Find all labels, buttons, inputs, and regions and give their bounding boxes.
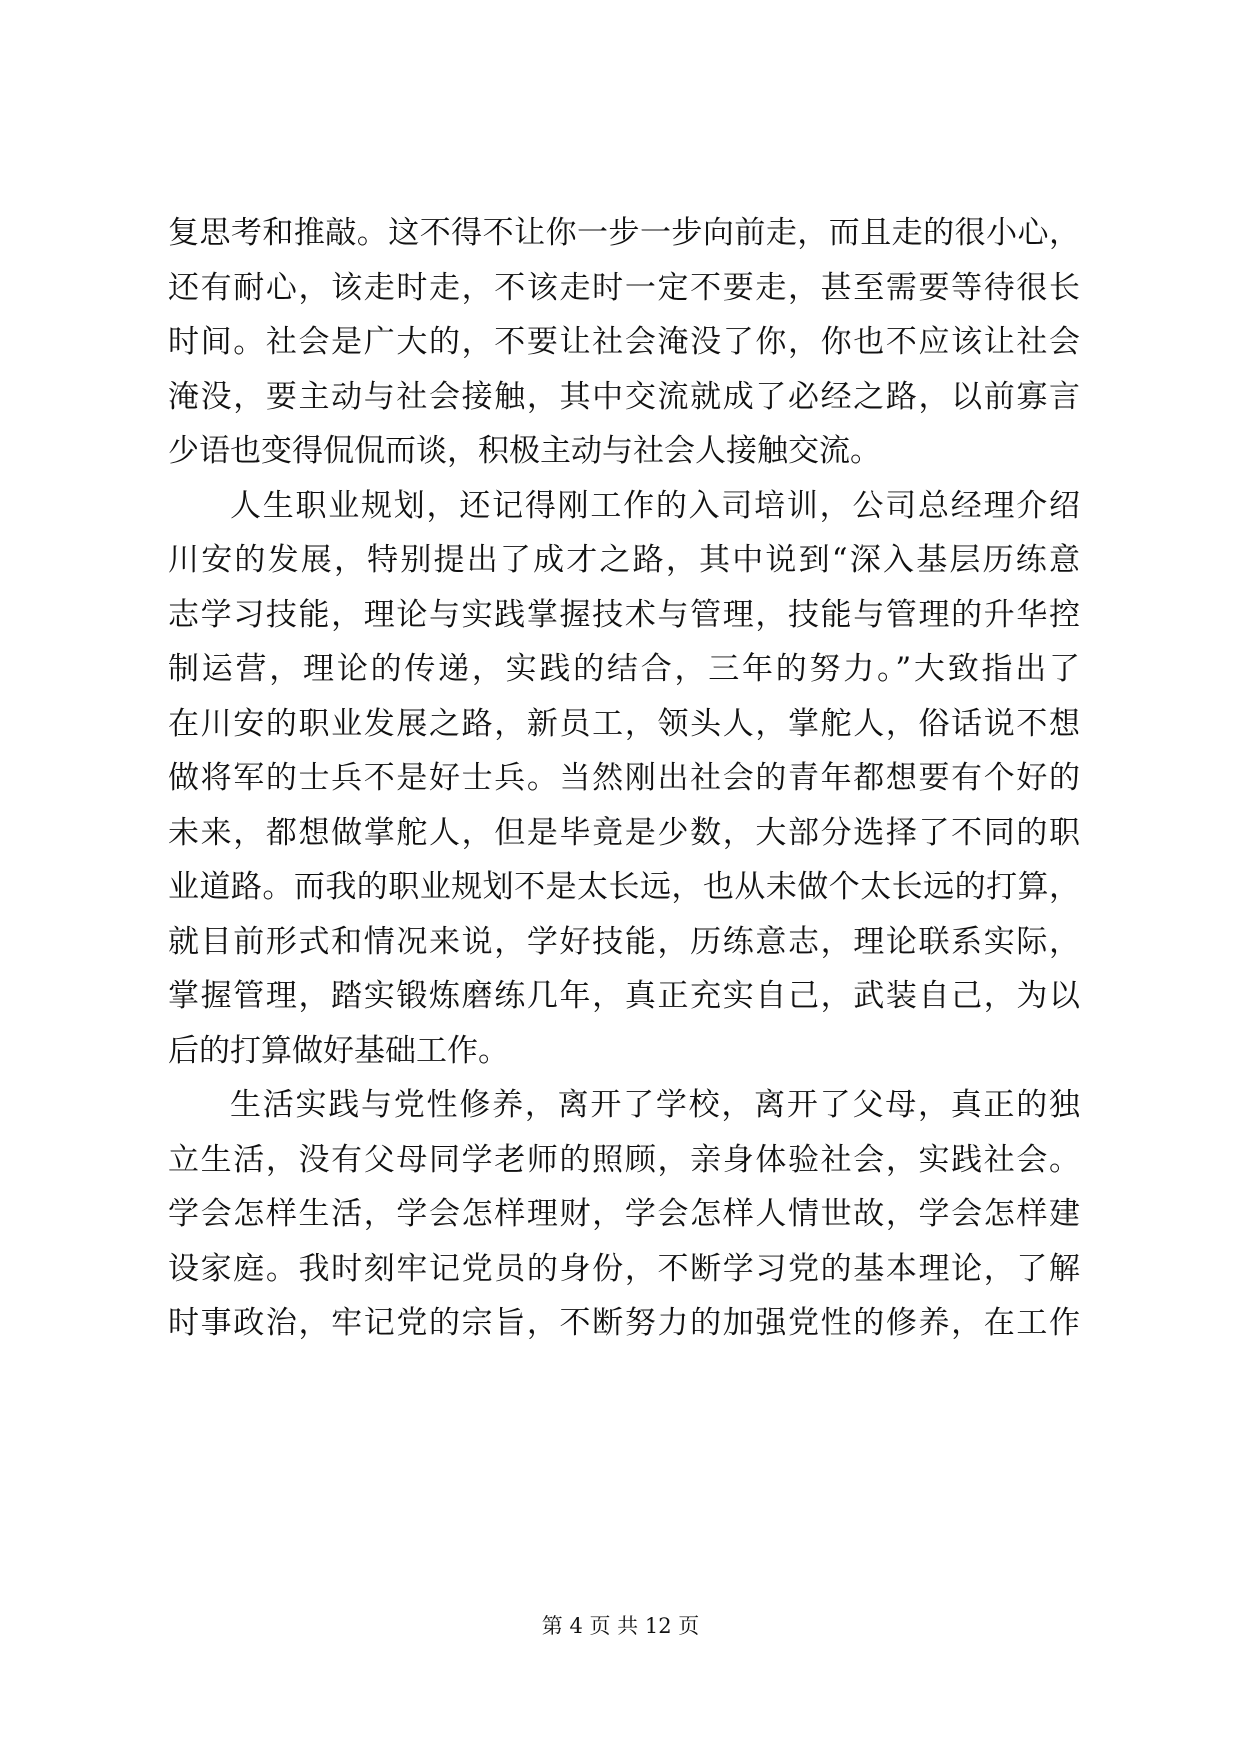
text-line: 少语也变得侃侃而谈，积极主动与社会人接触交流。 xyxy=(168,433,881,469)
text-line: 制运营，理论的传递，实践的结合，三年的努力。”大致指出了 xyxy=(168,651,1080,687)
text-line: 后的打算做好基础工作。 xyxy=(168,1032,509,1069)
text-line: 就目前形式和情况来说，学好技能，历练意志，理论联系实际， xyxy=(168,923,1080,960)
page-number-footer: 第 4 页 共 12 页 xyxy=(541,1614,700,1638)
text-line: 川安的发展，特别提出了成才之路，其中说到“深入基层历练意 xyxy=(168,542,1080,578)
text-line: 淹没，要主动与社会接触，其中交流就成了必经之路，以前寡言 xyxy=(168,378,1080,415)
paragraph-start-line: 生活实践与党性修养，离开了学校，离开了父母，真正的独 xyxy=(230,1087,1080,1123)
text-line: 立生活，没有父母同学老师的照顾，亲身体验社会，实践社会。 xyxy=(168,1141,1080,1178)
text-line: 在川安的职业发展之路，新员工，领头人，掌舵人，俗话说不想 xyxy=(168,705,1080,742)
text-line: 时事政治，牢记党的宗旨，不断努力的加强党性的修养，在工作 xyxy=(168,1305,1080,1341)
text-line: 做将军的士兵不是好士兵。当然刚出社会的青年都想要有个好的 xyxy=(168,760,1080,796)
text-line: 复思考和推敲。这不得不让你一步一步向前走，而且走的很小心， xyxy=(168,215,1080,251)
text-line: 学会怎样生活，学会怎样理财，学会怎样人情世故，学会怎样建 xyxy=(168,1196,1080,1232)
text-line: 未来，都想做掌舵人，但是毕竟是少数，大部分选择了不同的职 xyxy=(168,814,1080,851)
text-line: 志学习技能，理论与实践掌握技术与管理，技能与管理的升华控 xyxy=(168,596,1080,633)
text-line: 还有耐心，该走时走，不该走时一定不要走，甚至需要等待很长 xyxy=(168,269,1080,306)
paragraph-start-line: 人生职业规划，还记得刚工作的入司培训，公司总经理介绍 xyxy=(230,487,1080,524)
document-body xyxy=(168,206,1080,1351)
text-line: 设家庭。我时刻牢记党员的身份，不断学习党的基本理论，了解 xyxy=(168,1250,1080,1287)
text-line: 业道路。而我的职业规划不是太长远，也从未做个太长远的打算， xyxy=(168,869,1080,905)
text-line: 掌握管理，踏实锻炼磨练几年，真正充实自己，武装自己，为以 xyxy=(168,978,1080,1014)
text-line: 时间。社会是广大的，不要让社会淹没了你，你也不应该让社会 xyxy=(168,324,1080,360)
